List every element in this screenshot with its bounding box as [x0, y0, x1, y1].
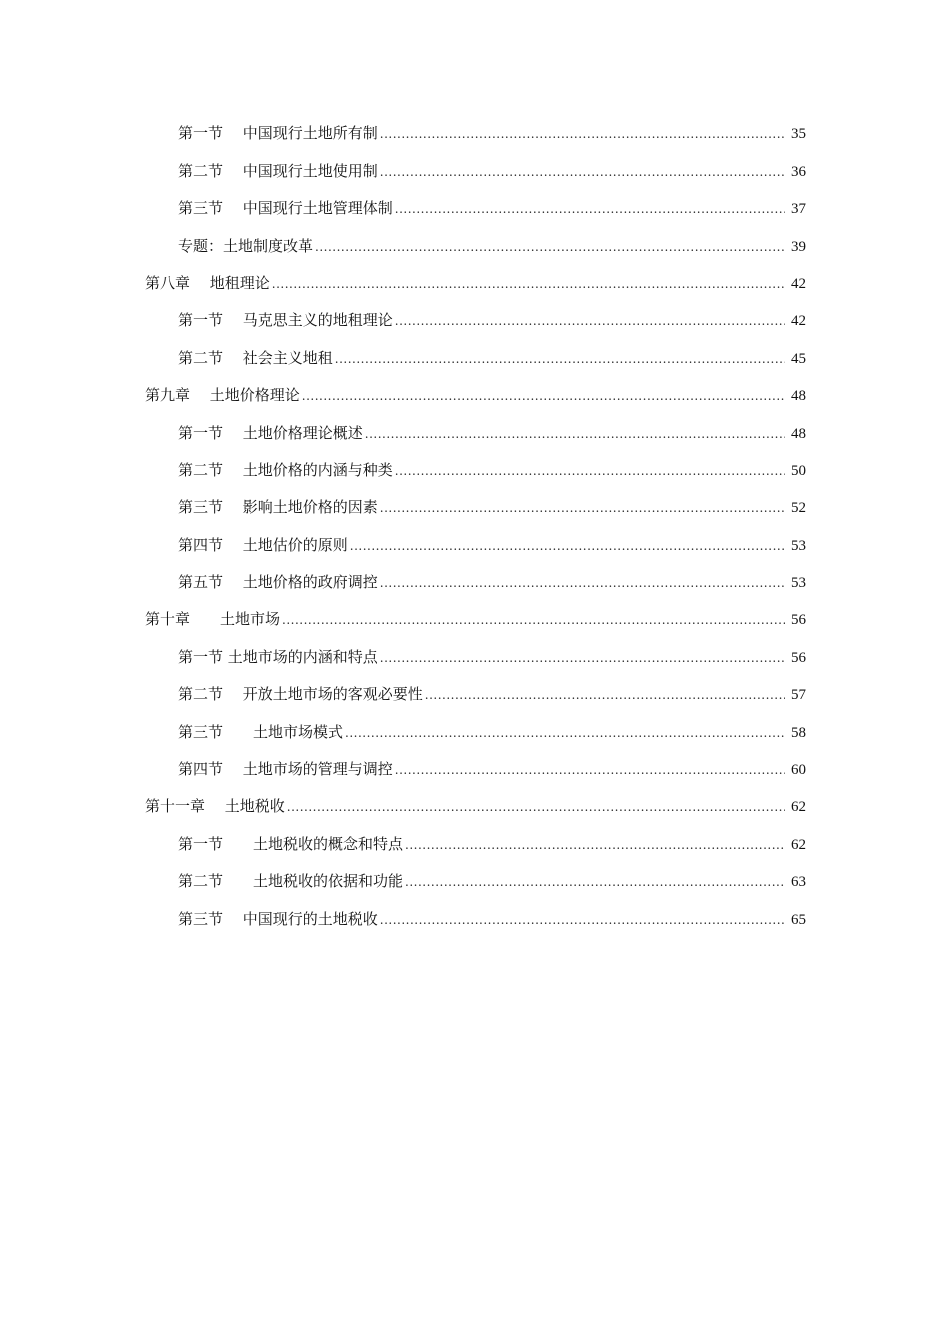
toc-page-number: 37 — [791, 201, 806, 218]
toc-entry-title: 第一节 土地价格理论概述 — [178, 423, 363, 442]
toc-page-number: 52 — [791, 500, 806, 517]
toc-entry-title: 专题：土地制度改革 — [178, 236, 314, 255]
toc-page-number: 65 — [791, 911, 806, 928]
toc-page-number: 60 — [791, 762, 806, 779]
dot-leader — [335, 352, 785, 366]
dot-leader — [282, 613, 785, 627]
dot-leader — [315, 240, 785, 254]
dot-leader — [287, 800, 785, 814]
toc-page-number: 53 — [791, 575, 806, 592]
toc-chapter-entry[interactable] — [0, 378, 950, 415]
toc-entry-title: 第三节 中国现行土地管理体制 — [178, 199, 393, 218]
toc-page-number: 53 — [791, 537, 806, 554]
toc-page-number: 50 — [791, 462, 806, 479]
toc-page-number: 39 — [791, 238, 806, 255]
toc-entry-title: 第八章 地租理论 — [145, 273, 270, 292]
toc-entry-title: 第十一章 土地税收 — [145, 797, 285, 816]
toc-page-number: 42 — [791, 313, 806, 330]
toc-page-number: 58 — [791, 724, 806, 741]
toc-entry-title: 第二节 土地税收的依据和功能 — [178, 872, 404, 891]
toc-page-number: 42 — [791, 275, 806, 292]
toc-entry[interactable] — [0, 714, 950, 751]
toc-entry[interactable] — [0, 303, 950, 340]
toc-entry-title: 第三节 中国现行的土地税收 — [178, 909, 378, 928]
dot-leader — [380, 913, 785, 927]
toc-entry[interactable] — [0, 752, 950, 789]
toc-entry[interactable] — [0, 901, 950, 938]
toc-entry-title: 第一节 土地税收的概念和特点 — [178, 834, 404, 853]
toc-entry-title: 第一节 土地市场的内涵和特点 — [178, 647, 378, 666]
toc-entry[interactable] — [0, 340, 950, 377]
toc-entry-title: 第十章 土地市场 — [145, 610, 281, 629]
toc-entry[interactable] — [0, 191, 950, 228]
toc-entry-title: 第二节 开放土地市场的客观必要性 — [178, 685, 423, 704]
dot-leader — [380, 127, 785, 141]
toc-chapter-entry[interactable] — [0, 266, 950, 303]
toc-entry-title: 第四节 土地估价的原则 — [178, 535, 348, 554]
toc-entry-title: 第一节 中国现行土地所有制 — [178, 124, 378, 143]
dot-leader — [395, 202, 785, 216]
toc-entry[interactable] — [0, 153, 950, 190]
table-of-contents — [0, 116, 950, 939]
dot-leader — [380, 501, 785, 515]
toc-page-number: 62 — [791, 799, 806, 816]
toc-page-number: 56 — [791, 649, 806, 666]
toc-page-number: 62 — [791, 836, 806, 853]
dot-leader — [395, 314, 785, 328]
toc-entry[interactable] — [0, 453, 950, 490]
toc-entry[interactable] — [0, 415, 950, 452]
toc-entry[interactable] — [0, 228, 950, 265]
toc-entry[interactable] — [0, 826, 950, 863]
toc-page-number: 36 — [791, 163, 806, 180]
toc-entry[interactable] — [0, 565, 950, 602]
toc-entry[interactable] — [0, 639, 950, 676]
dot-leader — [302, 389, 785, 403]
dot-leader — [350, 539, 785, 553]
toc-entry-title: 第二节 社会主义地租 — [178, 348, 333, 367]
dot-leader — [380, 576, 785, 590]
toc-entry-title: 第二节 土地价格的内涵与种类 — [178, 460, 393, 479]
toc-page-number: 56 — [791, 612, 806, 629]
toc-chapter-entry[interactable] — [0, 789, 950, 826]
toc-entry[interactable] — [0, 116, 950, 153]
dot-leader — [380, 165, 785, 179]
toc-entry-title: 第四节 土地市场的管理与调控 — [178, 760, 393, 779]
toc-entry-title: 第三节 影响土地价格的因素 — [178, 498, 378, 517]
toc-entry[interactable] — [0, 490, 950, 527]
dot-leader — [272, 277, 785, 291]
dot-leader — [405, 838, 785, 852]
toc-page-number: 48 — [791, 425, 806, 442]
toc-entry-title: 第一节 马克思主义的地租理论 — [178, 311, 393, 330]
toc-page-number: 45 — [791, 350, 806, 367]
dot-leader — [395, 464, 785, 478]
toc-entry-title: 第二节 中国现行土地使用制 — [178, 161, 378, 180]
toc-entry-title: 第九章 土地价格理论 — [145, 386, 300, 405]
toc-entry[interactable] — [0, 527, 950, 564]
dot-leader — [405, 875, 785, 889]
dot-leader — [395, 763, 785, 777]
toc-entry-title: 第五节 土地价格的政府调控 — [178, 573, 378, 592]
dot-leader — [425, 688, 785, 702]
toc-entry[interactable] — [0, 864, 950, 901]
toc-page-number: 35 — [791, 126, 806, 143]
toc-page-number: 57 — [791, 687, 806, 704]
toc-entry-title: 第三节 土地市场模式 — [178, 722, 344, 741]
toc-page-number: 63 — [791, 874, 806, 891]
toc-entry[interactable] — [0, 677, 950, 714]
dot-leader — [365, 427, 785, 441]
dot-leader — [345, 726, 785, 740]
toc-page-number: 48 — [791, 388, 806, 405]
toc-chapter-entry[interactable] — [0, 602, 950, 639]
dot-leader — [380, 651, 785, 665]
